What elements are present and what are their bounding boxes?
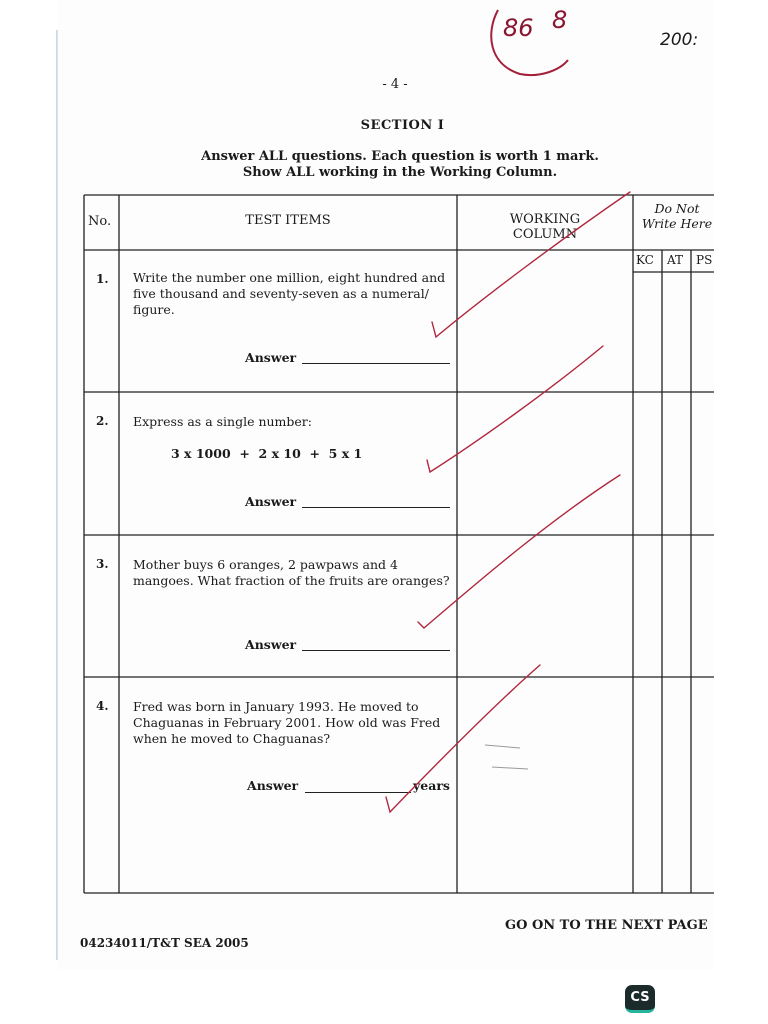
header-test-items: TEST ITEMS: [245, 213, 331, 228]
header-ps: PS: [696, 253, 713, 267]
question-4-answer-unit: years: [413, 778, 450, 793]
question-1-answer-label: Answer: [245, 350, 297, 365]
handwritten-score: 86: [503, 14, 534, 42]
question-4-number: 4.: [96, 699, 109, 713]
check-mark-4: [386, 665, 540, 812]
header-at: AT: [667, 253, 684, 267]
question-2-answer-label: Answer: [245, 494, 297, 509]
question-1-text: Write the number one million, eight hundred and five thousand and seventy-seven as a numeral/ figure.: [133, 270, 446, 317]
paper-code: 04234011/T&T SEA 2005: [80, 936, 249, 950]
page-number: - 4 -: [382, 77, 408, 92]
check-mark-1: [432, 192, 630, 337]
header-working-column: WORKING COLUMN: [509, 212, 581, 242]
handwritten-year-note: 200:: [660, 30, 699, 50]
question-4-text: Fred was born in January 1993. He moved to Chaguanas in February 2001. How old was Fred when he moved to Chaguanas?: [133, 699, 441, 746]
header-no: No.: [88, 214, 112, 229]
instruction-line-2: Show ALL working in the Working Column.: [242, 165, 558, 180]
question-3-answer-label: Answer: [245, 637, 297, 652]
question-3-text: Mother buys 6 oranges, 2 pawpaws and 4 mangoes. What fraction of the fruits are oranges?: [133, 557, 450, 588]
camscanner-logo: CS: [625, 985, 655, 1013]
instruction-line-1: Answer ALL questions. Each question is worth 1 mark.: [201, 149, 599, 164]
check-mark-2: [427, 346, 603, 472]
question-2-number: 2.: [96, 414, 109, 428]
check-mark-3: [418, 475, 620, 628]
header-kc: KC: [636, 253, 654, 267]
question-2-expression: 3 x 1000 + 2 x 10 + 5 x 1: [171, 446, 363, 461]
handwritten-score-scribble: 8: [552, 6, 568, 34]
section-title: SECTION I: [360, 118, 445, 133]
header-do-not-write: Do Not Write Here: [641, 201, 713, 231]
question-3-number: 3.: [96, 557, 109, 571]
question-4-answer-label: Answer: [247, 778, 299, 793]
question-1-number: 1.: [96, 272, 109, 286]
next-page-note: GO ON TO THE NEXT PAGE: [505, 918, 708, 933]
question-2-text: Express as a single number:: [133, 414, 312, 429]
